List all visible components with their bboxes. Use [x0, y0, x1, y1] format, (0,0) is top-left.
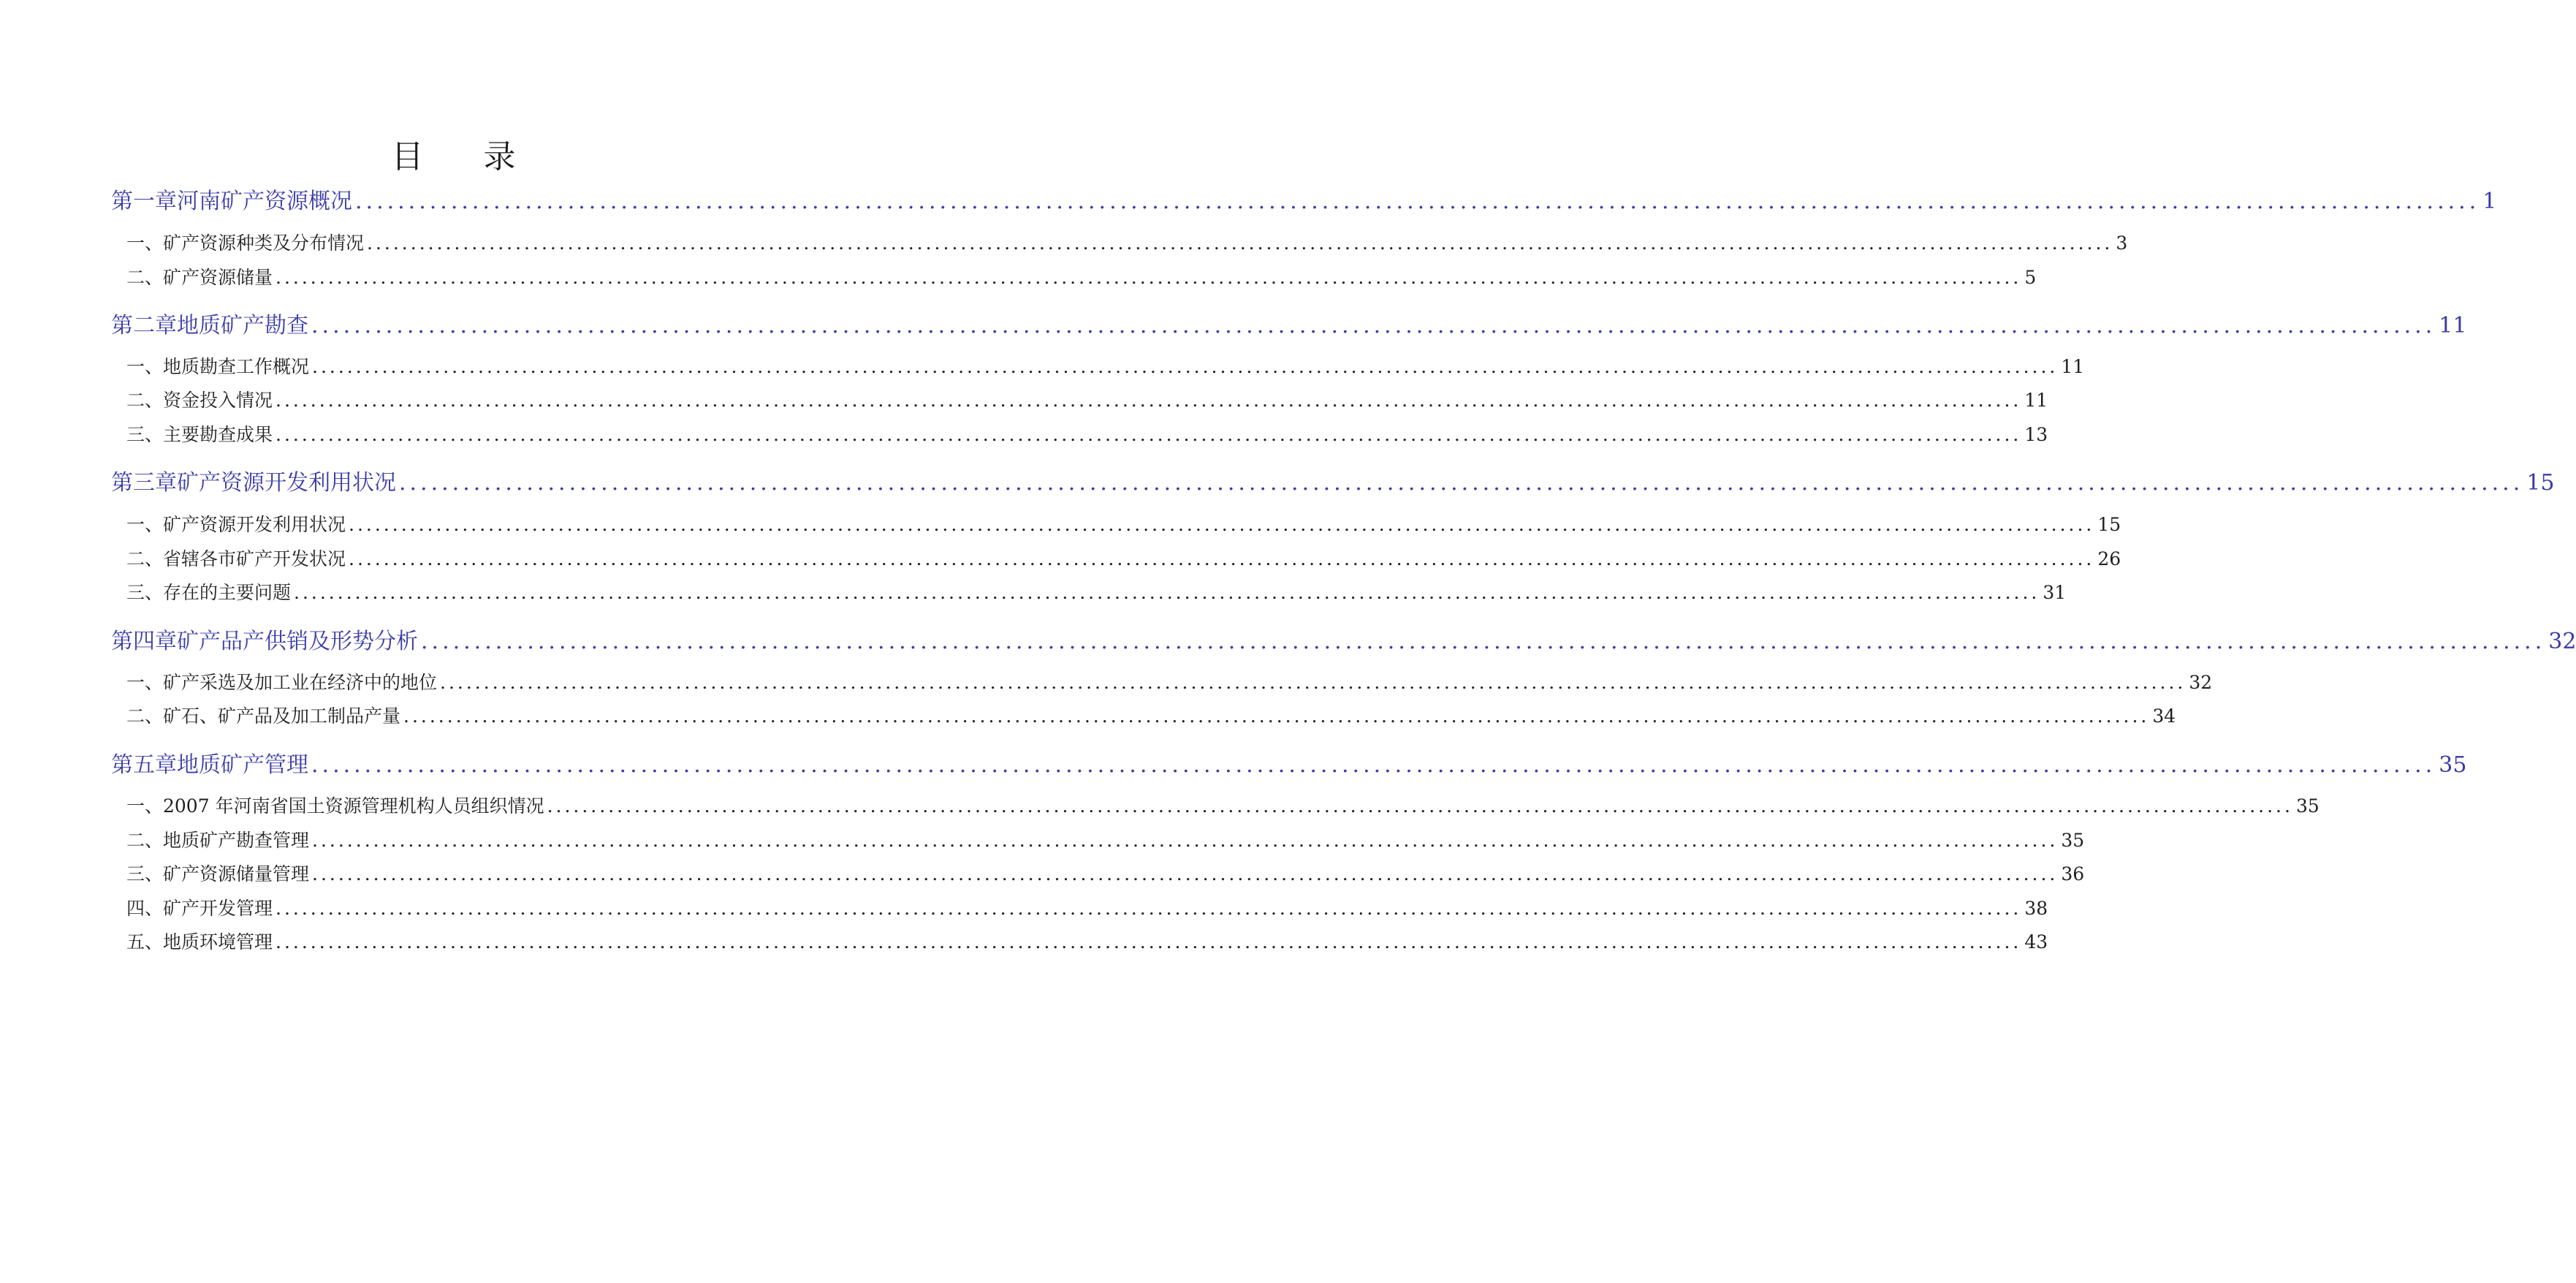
entry-label: 二、省辖各市矿产开发状况: [126, 548, 346, 569]
toc-section-entry[interactable]: [111, 420, 2048, 447]
entry-label: 一、2007 年河南省国土资源管理机构人员组织情况: [126, 795, 544, 817]
entry-label: 二、资金投入情况: [126, 390, 273, 411]
dot-leader: ........................................................................................................................................................................................................: [276, 898, 2022, 919]
page-number: 35: [2295, 795, 2319, 817]
page-number: 36: [2061, 863, 2085, 885]
toc-section-entry[interactable]: [111, 352, 2085, 379]
page-number: 38: [2024, 898, 2048, 919]
toc-section-entry[interactable]: [111, 668, 2213, 695]
entry-label: 河南矿产资源概况: [177, 189, 352, 214]
page-number: 34: [2152, 705, 2176, 727]
dot-leader: ........................................................................................................................................................................................................: [276, 267, 2022, 288]
entry-label: 四、矿产开发管理: [126, 898, 273, 919]
dot-leader: ........................................................................................................................................................................................................: [355, 189, 2480, 214]
page-number: 15: [2526, 470, 2555, 496]
page-number: 26: [2097, 548, 2121, 569]
dot-leader: ........................................................................................................................................................................................................: [349, 514, 2095, 535]
dot-leader: ........................................................................................................................................................................................................: [349, 548, 2095, 569]
entry-label: 地质矿产勘查: [177, 313, 308, 338]
page-number: 13: [2024, 424, 2048, 445]
toc-section-entry[interactable]: [111, 386, 2048, 412]
page-number: 43: [2024, 931, 2048, 953]
dot-leader: ........................................................................................................................................................................................................: [399, 470, 2524, 496]
dot-leader: ........................................................................................................................................................................................................: [276, 390, 2022, 411]
page-number: 3: [2116, 232, 2128, 254]
chapter-number: 第五章: [111, 752, 177, 778]
entry-label: 二、矿产资源储量: [126, 267, 273, 288]
dot-leader: ........................................................................................................................................................................................................: [403, 705, 2150, 727]
entry-label: 三、存在的主要问题: [126, 582, 292, 603]
toc-section-entry[interactable]: [111, 860, 2085, 886]
page-number: 32: [2189, 672, 2213, 693]
page-number: 31: [2043, 582, 2067, 603]
page-number: 11: [2024, 390, 2048, 411]
chapter-number: 第三章: [111, 470, 177, 496]
dot-leader: ........................................................................................................................................................................................................: [311, 313, 2436, 338]
page-number: 32: [2548, 629, 2576, 654]
page-number: 35: [2439, 752, 2467, 778]
entry-label: 一、矿产采选及加工业在经济中的地位: [126, 672, 438, 693]
toc-chapter-entry[interactable]: [111, 464, 2555, 496]
entry-label: 矿产品产供销及形势分析: [177, 629, 418, 654]
page-title: 目 录: [391, 138, 541, 175]
entry-label: 一、矿产资源种类及分布情况: [126, 232, 365, 254]
dot-leader: ........................................................................................................................................................................................................: [312, 830, 2059, 851]
page-number: 5: [2024, 267, 2037, 288]
chapter-number: 第一章: [111, 189, 177, 214]
entry-label: 二、矿石、矿产品及加工制品产量: [126, 705, 401, 727]
dot-leader: ........................................................................................................................................................................................................: [440, 672, 2186, 693]
dot-leader: ........................................................................................................................................................................................................: [311, 752, 2436, 778]
chapter-number: 第四章: [111, 629, 177, 654]
entry-label: 一、地质勘查工作概况: [126, 356, 310, 377]
toc-chapter-entry[interactable]: [111, 746, 2467, 779]
dot-leader: ........................................................................................................................................................................................................: [312, 356, 2059, 377]
entry-label: 地质矿产管理: [177, 752, 308, 778]
page-number: 1: [2482, 189, 2497, 214]
page-number: 35: [2061, 830, 2085, 851]
toc-chapter-entry[interactable]: [111, 307, 2467, 339]
dot-leader: ........................................................................................................................................................................................................: [547, 795, 2293, 817]
entry-label: 二、地质矿产勘查管理: [126, 830, 310, 851]
toc-section-entry[interactable]: [111, 578, 2067, 605]
toc-section-entry[interactable]: [111, 792, 2319, 818]
toc-section-entry[interactable]: [111, 928, 2048, 954]
entry-label: 一、矿产资源开发利用状况: [126, 514, 346, 535]
entry-label: 五、地质环境管理: [126, 931, 273, 953]
toc-chapter-entry[interactable]: [111, 623, 2576, 655]
entry-label: 三、矿产资源储量管理: [126, 863, 310, 885]
toc-section-entry[interactable]: [111, 229, 2128, 255]
page-number: 11: [2061, 356, 2085, 377]
toc-chapter-entry[interactable]: [111, 183, 2497, 215]
toc-section-entry[interactable]: [111, 545, 2121, 571]
chapter-number: 第二章: [111, 313, 177, 338]
toc-section-entry[interactable]: [111, 826, 2085, 852]
entry-label: 三、主要勘查成果: [126, 424, 273, 445]
page-number: 11: [2439, 313, 2467, 338]
dot-leader: ........................................................................................................................................................................................................: [276, 931, 2022, 953]
dot-leader: ........................................................................................................................................................................................................: [276, 424, 2022, 445]
toc-section-entry[interactable]: [111, 510, 2121, 537]
entry-label: 矿产资源开发利用状况: [177, 470, 396, 496]
toc-section-entry[interactable]: [111, 894, 2048, 920]
page-number: 15: [2097, 514, 2121, 535]
toc-section-entry[interactable]: [111, 263, 2037, 289]
dot-leader: ........................................................................................................................................................................................................: [312, 863, 2059, 885]
toc-section-entry[interactable]: [111, 702, 2176, 728]
dot-leader: ........................................................................................................................................................................................................: [294, 582, 2040, 603]
dot-leader: ........................................................................................................................................................................................................: [421, 629, 2546, 654]
dot-leader: ........................................................................................................................................................................................................: [367, 232, 2113, 254]
